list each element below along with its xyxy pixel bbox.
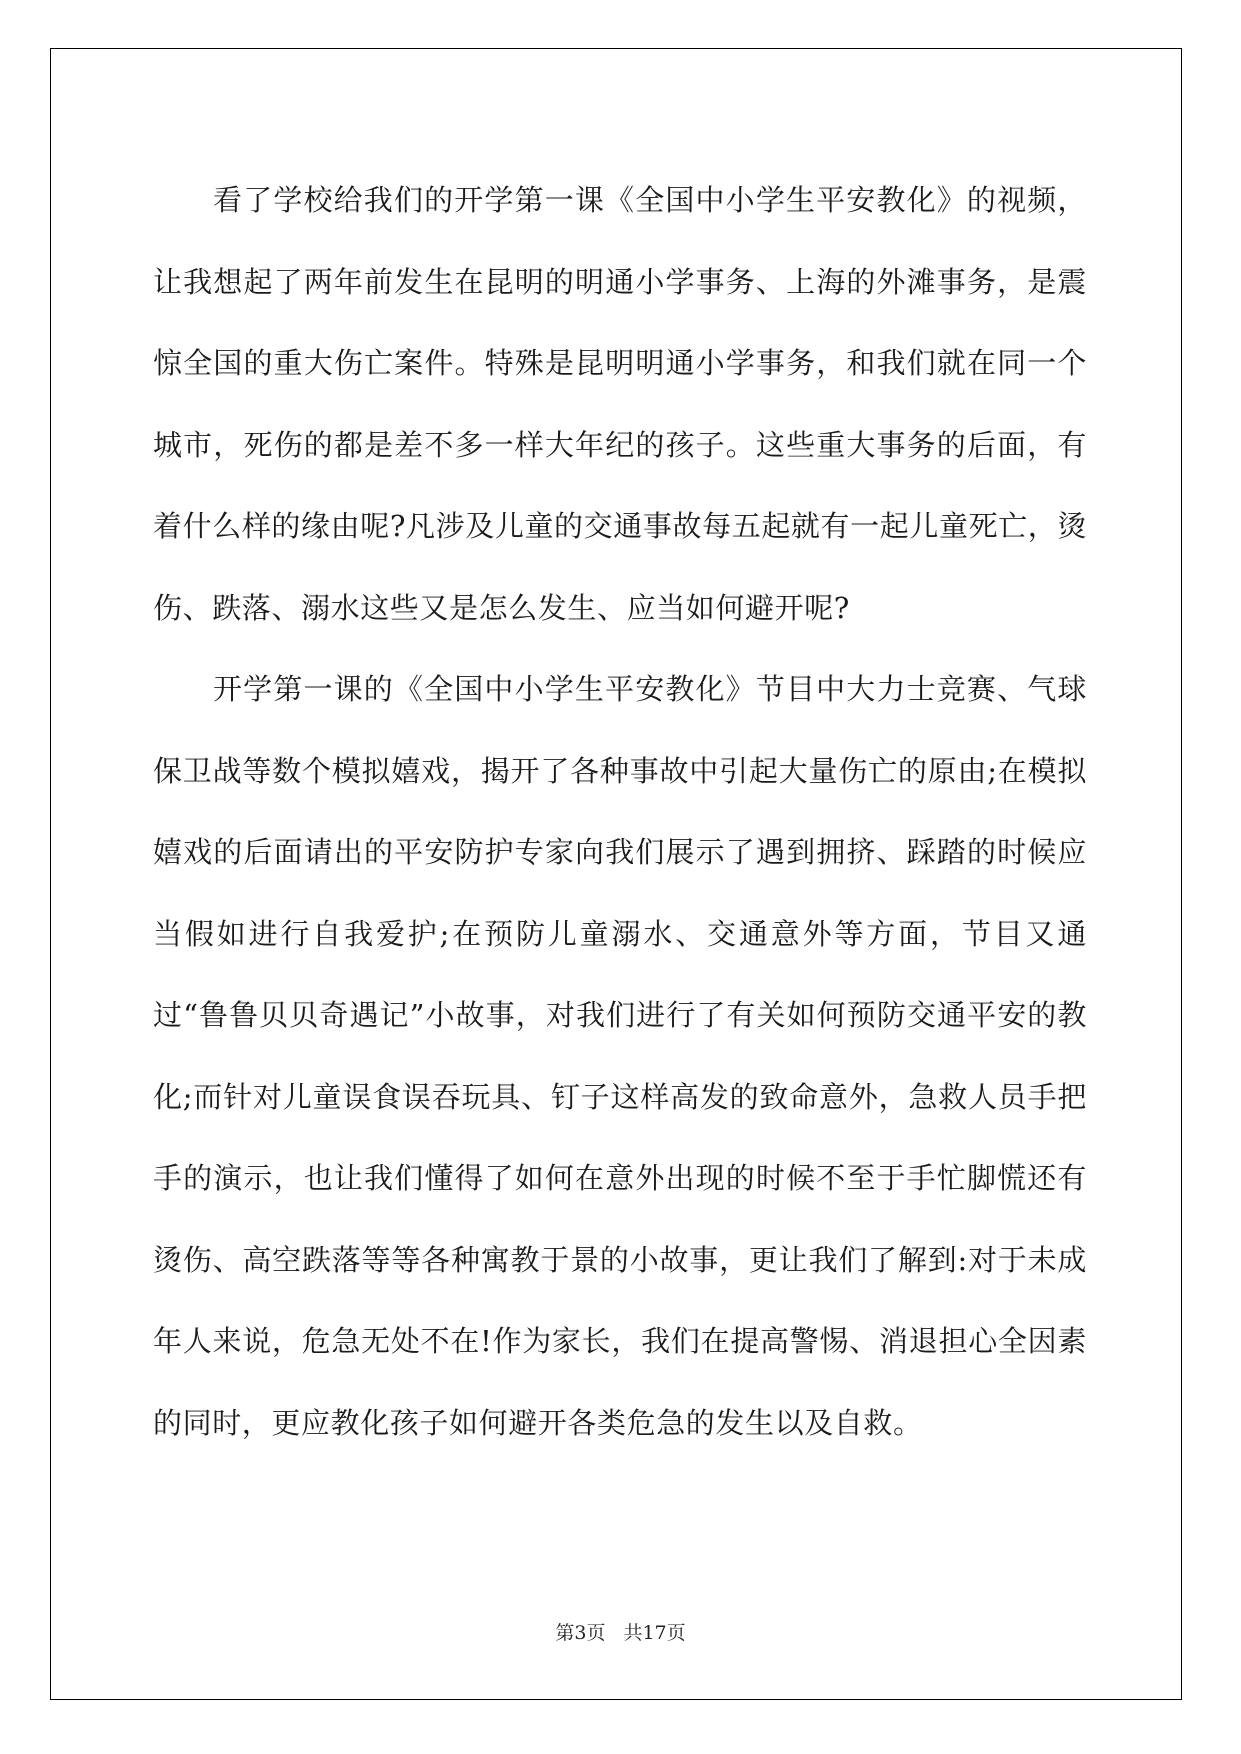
- page-total: 共17页: [623, 1622, 686, 1644]
- paragraph-2: 开学第一课的《全国中小学生平安教化》节目中大力士竞赛、气球保卫战等数个模拟嬉戏，揭开了各种事故中引起大量伤亡的原由;在模拟嬉戏的后面请出的平安防护专家向我们展示了遇到拥挤、踩踏的时候应当假如进行自我爱护;在预防儿童溺水、交通意外等方面，节目又通过“鲁鲁贝贝奇遇记”小故事，对我们进行了有关如何预防交通平安的教化;而针对儿童误食误吞玩具、钉子这样高发的致命意外，急救人员手把手的演示，也让我们懂得了如何在意外出现的时候不至于手忙脚慌还有烫伤、高空跌落等等各种寓教于景的小故事，更让我们了解到:对于未成年人来说，危急无处不在!作为家长，我们在提高警惕、消退担心全因素的同时，更应教化孩子如何避开各类危急的发生以及自救。: [153, 672, 1087, 1440]
- document-body: [153, 160, 1087, 1464]
- page-number: 第3页: [555, 1622, 606, 1644]
- paragraph-1: 看了学校给我们的开学第一课《全国中小学生平安教化》的视频，让我想起了两年前发生在昆明的明通小学事务、上海的外滩事务，是震惊全国的重大伤亡案件。特殊是昆明明通小学事务，和我们就在同一个城市，死伤的都是差不多一样大年纪的孩子。这些重大事务的后面，有着什么样的缘由呢?凡涉及儿童的交通事故每五起就有一起儿童死亡，烫伤、跌落、溺水这些又是怎么发生、应当如何避开呢?: [153, 183, 1087, 625]
- page-footer: [0, 1618, 1241, 1645]
